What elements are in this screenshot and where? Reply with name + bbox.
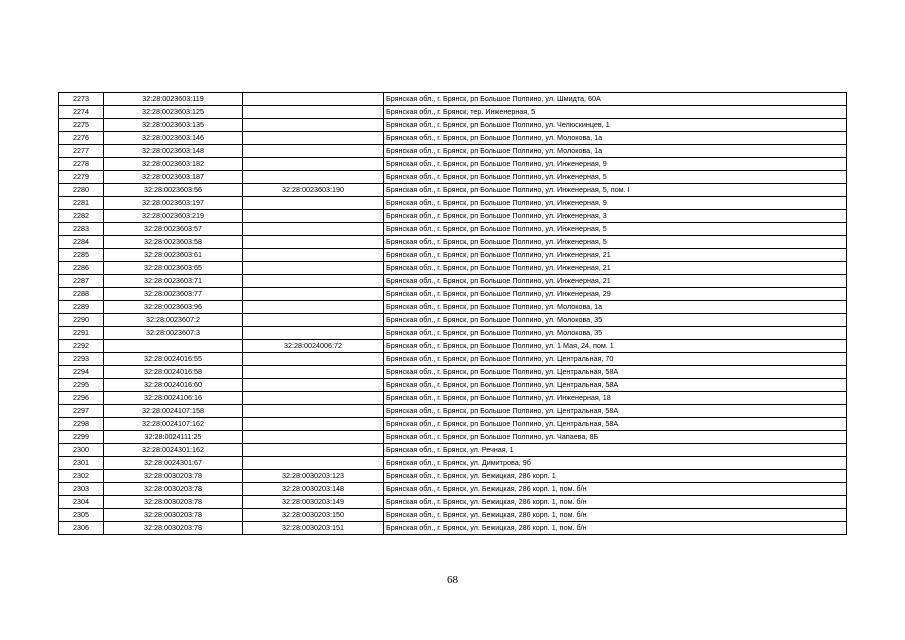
- address-cell: Брянская обл., г. Брянск, рп Большое Полпино, ул. Инженерная, 5: [384, 223, 847, 236]
- premises-cadastral-number-cell: 32:28:0030203:148: [243, 483, 384, 496]
- address-cell: Брянская обл., г. Брянск, ул. Бежицкая, 286 корп. 1, пом. б/н: [384, 483, 847, 496]
- cadastral-number-cell: 32:28:0023603:96: [104, 301, 243, 314]
- premises-cadastral-number-cell: [243, 314, 384, 327]
- premises-cadastral-number-cell: [243, 431, 384, 444]
- premises-cadastral-number-cell: 32:28:0030203:151: [243, 522, 384, 535]
- address-cell: Брянская обл., г. Брянск, рп Большое Полпино, ул. Инженерная, 9: [384, 197, 847, 210]
- table-row: [59, 106, 847, 119]
- row-number-cell: 2292: [59, 340, 104, 353]
- row-number-cell: 2282: [59, 210, 104, 223]
- cadastral-number-cell: 32:28:0030203:78: [104, 496, 243, 509]
- premises-cadastral-number-cell: [243, 288, 384, 301]
- address-cell: Брянская обл., г. Брянск, ул. Димитрова, 9б: [384, 457, 847, 470]
- row-number-cell: 2305: [59, 509, 104, 522]
- row-number-cell: 2285: [59, 249, 104, 262]
- address-cell: Брянская обл., г. Брянск, ул. Бежицкая, 286 корп. 1: [384, 470, 847, 483]
- cadastral-number-cell: 32:28:0023607:3: [104, 327, 243, 340]
- premises-cadastral-number-cell: 32:28:0030203:149: [243, 496, 384, 509]
- address-cell: Брянская обл., г. Брянск, рп Большое Полпино, ул. Молокова, 1а: [384, 301, 847, 314]
- premises-cadastral-number-cell: [243, 145, 384, 158]
- row-number-cell: 2275: [59, 119, 104, 132]
- premises-cadastral-number-cell: 32:28:0030203:123: [243, 470, 384, 483]
- table-row: [59, 184, 847, 197]
- address-cell: Брянская обл., г. Брянск, рп Большое Полпино, ул. Инженерная, 5, пом. I: [384, 184, 847, 197]
- premises-cadastral-number-cell: [243, 301, 384, 314]
- premises-cadastral-number-cell: [243, 249, 384, 262]
- premises-cadastral-number-cell: [243, 236, 384, 249]
- cadastral-number-cell: 32:28:0024106:16: [104, 392, 243, 405]
- cadastral-number-cell: 32:28:0030203:78: [104, 483, 243, 496]
- row-number-cell: 2287: [59, 275, 104, 288]
- row-number-cell: 2290: [59, 314, 104, 327]
- table-row: [59, 496, 847, 509]
- row-number-cell: 2286: [59, 262, 104, 275]
- row-number-cell: 2279: [59, 171, 104, 184]
- cadastral-number-cell: 32:28:0023603:57: [104, 223, 243, 236]
- table-row: [59, 509, 847, 522]
- row-number-cell: 2278: [59, 158, 104, 171]
- address-cell: Брянская обл., г. Брянск, рп Большое Полпино, ул. Центральная, 58А: [384, 366, 847, 379]
- table-row: [59, 470, 847, 483]
- address-cell: Брянская обл., г. Брянск, ул. Бежицкая, 286 корп. 1, пом. б/н: [384, 509, 847, 522]
- address-cell: Брянская обл., г. Брянск, рп Большое Полпино, ул. Инженерная, 5: [384, 236, 847, 249]
- cadastral-number-cell: 32:28:0023603:148: [104, 145, 243, 158]
- table-row: [59, 236, 847, 249]
- address-cell: Брянская обл., г. Брянск, рп Большое Полпино, ул. Центральная, 58А: [384, 418, 847, 431]
- row-number-cell: 2289: [59, 301, 104, 314]
- premises-cadastral-number-cell: [243, 405, 384, 418]
- row-number-cell: 2284: [59, 236, 104, 249]
- address-cell: Брянская обл., г. Брянск, рп Большое Полпино, ул. 1 Мая, 24, пом. 1: [384, 340, 847, 353]
- cadastral-number-cell: 32:28:0030203:78: [104, 522, 243, 535]
- table-row: [59, 431, 847, 444]
- address-cell: Брянская обл., г. Брянск, рп Большое Полпино, ул. Инженерная, 9: [384, 158, 847, 171]
- table-row: [59, 275, 847, 288]
- table-row: [59, 392, 847, 405]
- cadastral-number-cell: 32:28:0030203:78: [104, 470, 243, 483]
- premises-cadastral-number-cell: [243, 197, 384, 210]
- row-number-cell: 2273: [59, 93, 104, 106]
- row-number-cell: 2294: [59, 366, 104, 379]
- address-cell: Брянская обл., г. Брянск, рп Большое Полпино, ул. Центральная, 70: [384, 353, 847, 366]
- row-number-cell: 2302: [59, 470, 104, 483]
- premises-cadastral-number-cell: 32:28:0024006:72: [243, 340, 384, 353]
- address-cell: Брянская обл., г. Брянск, рп Большое Полпино, ул. Молокова, 1а: [384, 132, 847, 145]
- row-number-cell: 2297: [59, 405, 104, 418]
- table-row: [59, 366, 847, 379]
- table-row: [59, 249, 847, 262]
- cadastral-number-cell: 32:28:0023607:2: [104, 314, 243, 327]
- table-row: [59, 314, 847, 327]
- premises-cadastral-number-cell: [243, 262, 384, 275]
- premises-cadastral-number-cell: [243, 132, 384, 145]
- table-row: [59, 340, 847, 353]
- cadastral-number-cell: 32:28:0023603:56: [104, 184, 243, 197]
- table-row: [59, 379, 847, 392]
- row-number-cell: 2293: [59, 353, 104, 366]
- cadastral-number-cell: 32:28:0023603:71: [104, 275, 243, 288]
- premises-cadastral-number-cell: [243, 353, 384, 366]
- address-cell: Брянская обл., г. Брянск, рп Большое Полпино, ул. Шмидта, 60А: [384, 93, 847, 106]
- table-row: [59, 223, 847, 236]
- page-number: 68: [447, 574, 458, 586]
- table-row: [59, 93, 847, 106]
- cadastral-number-cell: 32:28:0024301:162: [104, 444, 243, 457]
- table-row: [59, 353, 847, 366]
- table-row: [59, 288, 847, 301]
- address-cell: Брянская обл., г. Брянск, рп Большое Полпино, ул. Центральная, 58А: [384, 379, 847, 392]
- cadastral-number-cell: 32:28:0030203:78: [104, 509, 243, 522]
- table-row: [59, 262, 847, 275]
- address-cell: Брянская обл., г. Брянск, рп Большое Полпино, ул. Центральная, 58А: [384, 405, 847, 418]
- cadastral-number-cell: 32:28:0024016:58: [104, 366, 243, 379]
- premises-cadastral-number-cell: [243, 275, 384, 288]
- address-cell: Брянская обл., г. Брянск, ул. Бежицкая, 286 корп. 1, пом. б/н: [384, 522, 847, 535]
- address-cell: Брянская обл., г. Брянск, рп Большое Полпино, ул. Чапаева, 8Б: [384, 431, 847, 444]
- table-row: [59, 158, 847, 171]
- premises-cadastral-number-cell: [243, 119, 384, 132]
- table-row: [59, 197, 847, 210]
- premises-cadastral-number-cell: [243, 379, 384, 392]
- address-cell: Брянская обл., г. Брянск, рп Большое Полпино, ул. Инженерная, 29: [384, 288, 847, 301]
- premises-cadastral-number-cell: [243, 327, 384, 340]
- table-row: [59, 301, 847, 314]
- address-cell: Брянская обл., г. Брянск, рп Большое Полпино, ул. Инженерная, 3: [384, 210, 847, 223]
- table-row: [59, 418, 847, 431]
- row-number-cell: 2276: [59, 132, 104, 145]
- address-cell: Брянская обл., г. Брянск, рп Большое Полпино, ул. Челюскинцев, 1: [384, 119, 847, 132]
- address-cell: Брянская обл., г. Брянск, тер. Инженерная, 5: [384, 106, 847, 119]
- row-number-cell: 2296: [59, 392, 104, 405]
- row-number-cell: 2298: [59, 418, 104, 431]
- cadastral-number-cell: 32:28:0023603:135: [104, 119, 243, 132]
- table-row: [59, 327, 847, 340]
- premises-cadastral-number-cell: [243, 366, 384, 379]
- row-number-cell: 2291: [59, 327, 104, 340]
- cadastral-number-cell: 32:28:0023603:119: [104, 93, 243, 106]
- table-row: [59, 444, 847, 457]
- cadastral-number-cell: 32:28:0024107:158: [104, 405, 243, 418]
- cadastral-number-cell: 32:28:0023603:58: [104, 236, 243, 249]
- row-number-cell: 2274: [59, 106, 104, 119]
- premises-cadastral-number-cell: 32:28:0030203:150: [243, 509, 384, 522]
- premises-cadastral-number-cell: [243, 392, 384, 405]
- table-row: [59, 119, 847, 132]
- cadastral-number-cell: [104, 340, 243, 353]
- row-number-cell: 2304: [59, 496, 104, 509]
- row-number-cell: 2306: [59, 522, 104, 535]
- address-cell: Брянская обл., г. Брянск, рп Большое Полпино, ул. Молокова, 1а: [384, 145, 847, 158]
- table-row: [59, 457, 847, 470]
- row-number-cell: 2280: [59, 184, 104, 197]
- table-row: [59, 483, 847, 496]
- table-row: [59, 145, 847, 158]
- table-row: [59, 522, 847, 535]
- row-number-cell: 2295: [59, 379, 104, 392]
- cadastral-number-cell: 32:28:0023603:65: [104, 262, 243, 275]
- row-number-cell: 2288: [59, 288, 104, 301]
- table-row: [59, 171, 847, 184]
- row-number-cell: 2299: [59, 431, 104, 444]
- premises-cadastral-number-cell: [243, 444, 384, 457]
- address-cell: Брянская обл., г. Брянск, рп Большое Полпино, ул. Инженерная, 21: [384, 262, 847, 275]
- row-number-cell: 2300: [59, 444, 104, 457]
- row-number-cell: 2277: [59, 145, 104, 158]
- address-cell: Брянская обл., г. Брянск, рп Большое Полпино, ул. Инженерная, 5: [384, 171, 847, 184]
- address-cell: Брянская обл., г. Брянск, рп Большое Полпино, ул. Инженерная, 18: [384, 392, 847, 405]
- cadastral-number-cell: 32:28:0023603:187: [104, 171, 243, 184]
- premises-cadastral-number-cell: [243, 210, 384, 223]
- cadastral-number-cell: 32:28:0024111:25: [104, 431, 243, 444]
- cadastral-number-cell: 32:28:0023603:61: [104, 249, 243, 262]
- cadastral-number-cell: 32:28:0023603:125: [104, 106, 243, 119]
- address-cell: Брянская обл., г. Брянск, ул. Бежицкая, 286 корп. 1, пом. б/н: [384, 496, 847, 509]
- row-number-cell: 2283: [59, 223, 104, 236]
- address-cell: Брянская обл., г. Брянск, рп Большое Полпино, ул. Молокова, 35: [384, 327, 847, 340]
- address-cell: Брянская обл., г. Брянск, рп Большое Полпино, ул. Инженерная, 21: [384, 275, 847, 288]
- premises-cadastral-number-cell: [243, 93, 384, 106]
- premises-cadastral-number-cell: [243, 171, 384, 184]
- address-cell: Брянская обл., г. Брянск, рп Большое Полпино, ул. Инженерная, 21: [384, 249, 847, 262]
- premises-cadastral-number-cell: [243, 158, 384, 171]
- cadastral-number-cell: 32:28:0024016:60: [104, 379, 243, 392]
- row-number-cell: 2303: [59, 483, 104, 496]
- row-number-cell: 2301: [59, 457, 104, 470]
- table-row: [59, 210, 847, 223]
- cadastral-number-cell: 32:28:0024016:55: [104, 353, 243, 366]
- premises-cadastral-number-cell: [243, 418, 384, 431]
- table-row: [59, 132, 847, 145]
- cadastral-number-cell: 32:28:0023603:182: [104, 158, 243, 171]
- premises-cadastral-number-cell: [243, 106, 384, 119]
- premises-cadastral-number-cell: [243, 223, 384, 236]
- cadastral-table-body: [59, 93, 847, 535]
- address-cell: Брянская обл., г. Брянск, рп Большое Полпино, ул. Молокова, 35: [384, 314, 847, 327]
- cadastral-number-cell: 32:28:0024107:162: [104, 418, 243, 431]
- cadastral-number-cell: 32:28:0023603:146: [104, 132, 243, 145]
- premises-cadastral-number-cell: [243, 457, 384, 470]
- cadastral-number-cell: 32:28:0024301:67: [104, 457, 243, 470]
- cadastral-number-cell: 32:28:0023603:77: [104, 288, 243, 301]
- row-number-cell: 2281: [59, 197, 104, 210]
- address-cell: Брянская обл., г. Брянск, ул. Речная, 1: [384, 444, 847, 457]
- table-row: [59, 405, 847, 418]
- cadastral-table: [58, 92, 847, 535]
- premises-cadastral-number-cell: 32:28:0023603:190: [243, 184, 384, 197]
- cadastral-number-cell: 32:28:0023603:197: [104, 197, 243, 210]
- cadastral-number-cell: 32:28:0023603:219: [104, 210, 243, 223]
